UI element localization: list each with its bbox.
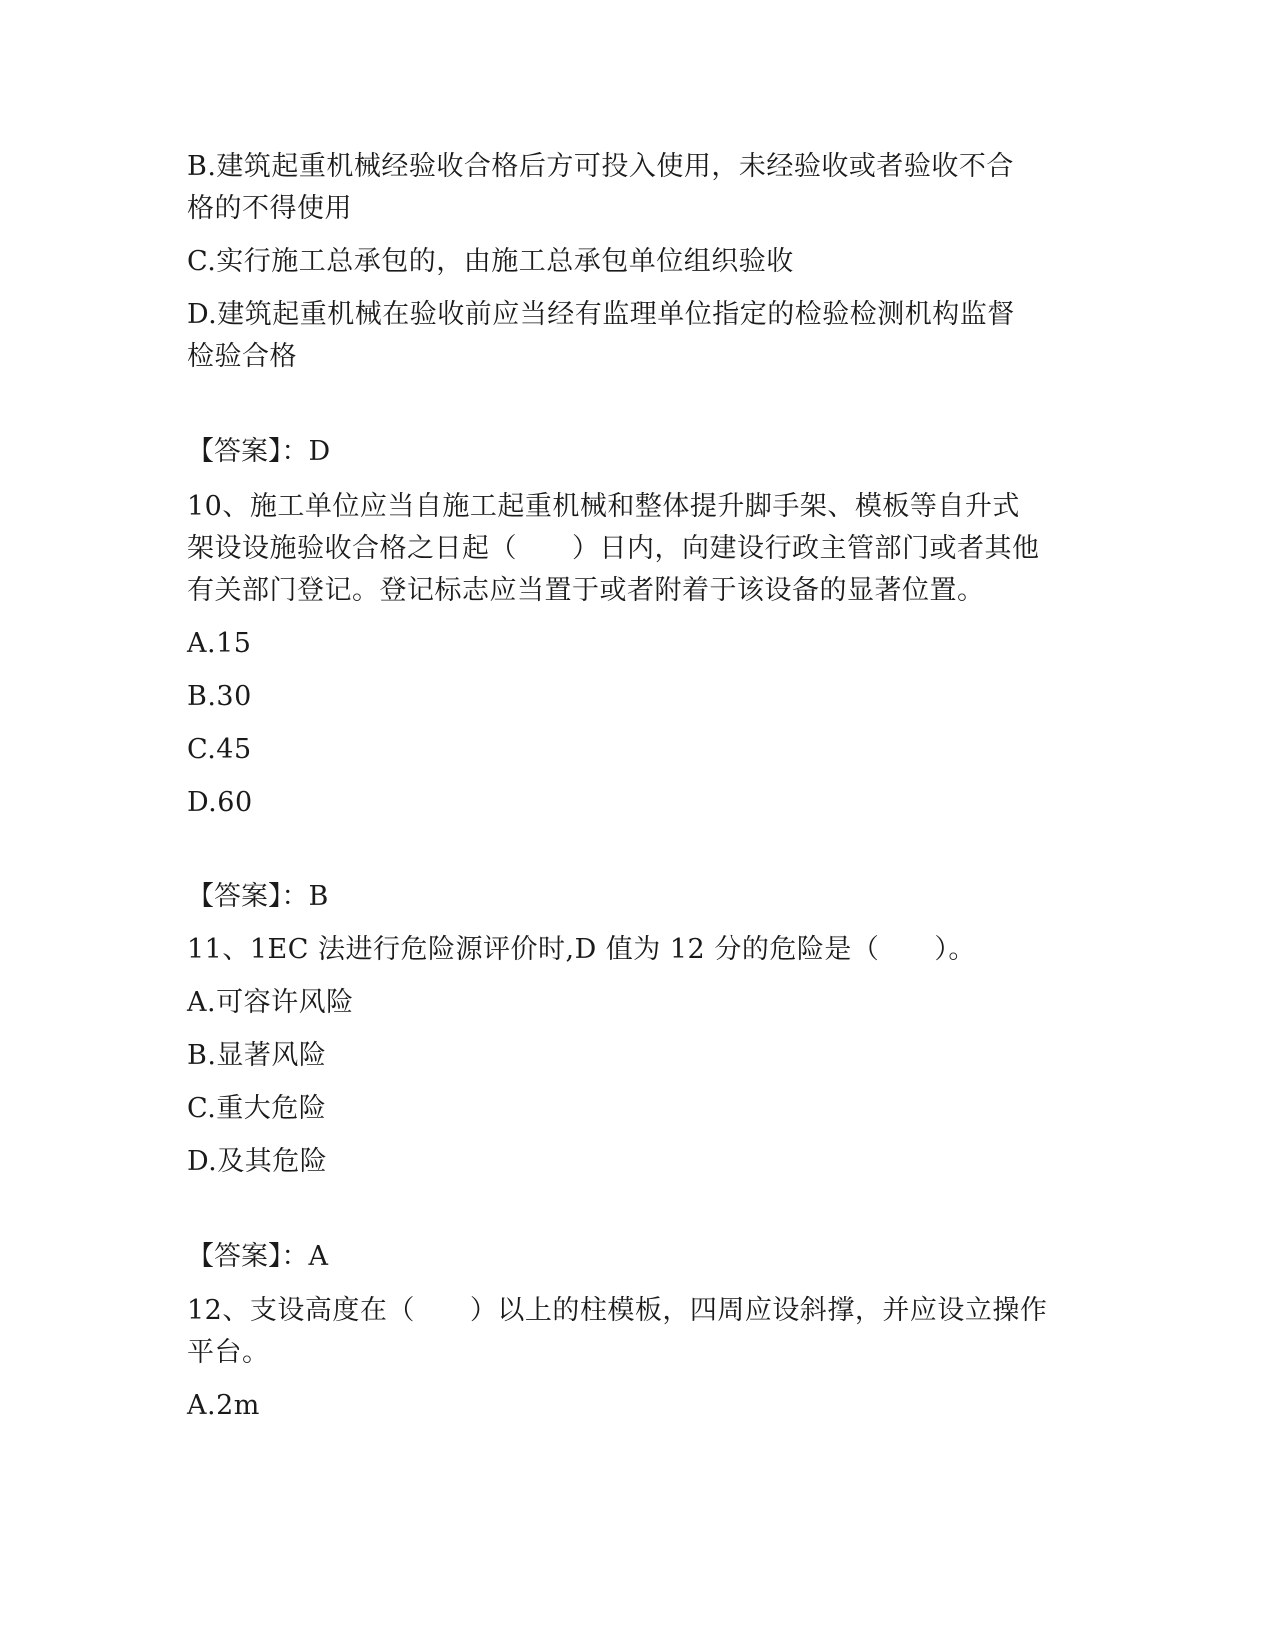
q11-option-a: A.可容许风险: [187, 987, 354, 1018]
q9-option-d-line2: 检验合格: [187, 341, 297, 372]
q11-option-d: D.及其危险: [187, 1146, 328, 1177]
answer-9: 【答案】：D: [187, 436, 331, 467]
q10-option-c: C.45: [187, 734, 252, 765]
answer-10: 【答案】：B: [187, 881, 329, 912]
q9-option-d-line1: D.建筑起重机械在验收前应当经有监理单位指定的检验检测机构监督: [187, 299, 1015, 330]
q10-option-b: B.30: [187, 681, 252, 712]
q11-option-b: B.显著风险: [187, 1040, 327, 1071]
q9-option-c: C.实行施工总承包的，由施工总承包单位组织验收: [187, 246, 794, 277]
q10-stem-line3: 有关部门登记。登记标志应当置于或者附着于该设备的显著位置。: [187, 575, 985, 606]
q10-stem-line2: 架设设施验收合格之日起（ ）日内，向建设行政主管部门或者其他: [187, 533, 1040, 564]
q12-stem-line2: 平台。: [187, 1337, 270, 1368]
q11-option-c: C.重大危险: [187, 1093, 327, 1124]
q11-stem: 11、1EC 法进行危险源评价时,D 值为 12 分的危险是（ ）。: [187, 934, 976, 965]
q10-option-a: A.15: [187, 628, 252, 659]
q10-option-d: D.60: [187, 787, 253, 818]
q9-option-b-line1: B.建筑起重机械经验收合格后方可投入使用，未经验收或者验收不合: [187, 151, 1014, 182]
q12-option-a: A.2m: [187, 1390, 260, 1421]
q9-option-b-line2: 格的不得使用: [187, 193, 352, 224]
answer-11: 【答案】：A: [187, 1241, 328, 1272]
q10-stem-line1: 10、施工单位应当自施工起重机械和整体提升脚手架、模板等自升式: [187, 491, 1020, 522]
q12-stem-line1: 12、支设高度在（ ）以上的柱模板，四周应设斜撑，并应设立操作: [187, 1295, 1048, 1326]
